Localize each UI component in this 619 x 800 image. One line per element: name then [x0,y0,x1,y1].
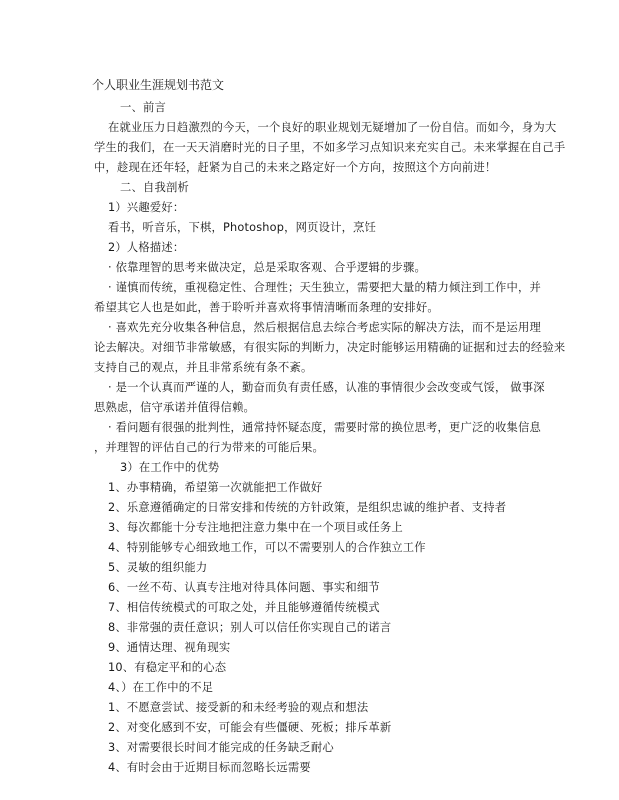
disadvantage-item: 1、不愿意尝试、接受新的和未经考验的观点和想法 [108,701,369,714]
advantage-item: 7、相信传统模式的可取之处，并且能够遵循传统模式 [108,601,380,614]
personality-bullet: · 看问题有很强的批判性，通常持怀疑态度，需要时常的换位思考，更广泛的收集信息 [108,421,541,434]
personality-bullet: · 谨慎而传统，重视稳定性、合理性；天生独立，需要把大量的精力倾注到工作中，并 [108,281,541,294]
section-heading-preface: 一、前言 [120,101,166,114]
disadvantage-item: 4、有时会由于近期目标而忽略长远需要 [108,761,311,774]
personality-bullet-cont: ，并理智的评估自己的行为带来的可能后果。 [94,441,324,454]
personality-bullet: · 依靠理智的思考来做决定，总是采取客观、合乎逻辑的步骤。 [108,261,427,274]
advantage-item: 10、有稳定平和的心态 [108,661,227,674]
personality-bullet-cont: 论去解决。对细节非常敏感，有很实际的判断力，决定时能够运用精确的证据和过去的经验来 [94,341,566,354]
advantage-item: 2、乐意遵循确定的日常安排和传统的方针政策，是组织忠诚的维护者、支持者 [108,501,507,514]
document-body [94,98,566,778]
disadvantage-item: 2、对变化感到不安，可能会有些僵硬、死板；排斥革新 [108,721,392,734]
paragraph-line: 学生的我们，在一天天消磨时光的日子里，不如多学习点知识来充实自己。未来掌握在自己手 [94,141,566,154]
advantage-item: 4、特别能够专心细致地工作，可以不需要别人的合作独立工作 [108,541,426,554]
advantage-item: 3、每次都能十分专注地把注意力集中在一个项目或任务上 [108,521,403,534]
personality-bullet-cont: 支持自己的观点，并且非常系统有条不紊。 [94,361,313,374]
advantage-item: 6、一丝不苟、认真专注地对待具体问题、事实和细节 [108,581,380,594]
personality-bullet: · 喜欢先充分收集各种信息，然后根据信息去综合考虑实际的解决方法，而不是运用理 [108,321,541,334]
subheading-disadvantages: 4、）在工作中的不足 [108,681,214,694]
advantage-item: 1、办事精确，希望第一次就能把工作做好 [108,481,323,494]
hobbies-text: 看书，听音乐，下棋，Photoshop，网页设计，烹饪 [108,221,377,234]
disadvantage-item: 3、对需要很长时间才能完成的任务缺乏耐心 [108,741,334,754]
paragraph-line: 中，趁现在还年轻，赶紧为自己的未来之路定好一个方向，按照这个方向前进！ [94,161,497,174]
document-title: 个人职业生涯规划书范文 [92,78,225,92]
paragraph-line: 在就业压力日趋激烈的今天，一个良好的职业规划无疑增加了一份自信。而如今，身为大 [108,121,557,134]
advantage-item: 8、非常强的责任意识；别人可以信任你实现自己的诺言 [108,621,392,634]
personality-bullet-cont: 希望其它人也是如此，善于聆听并喜欢将事情清晰而条理的安排好。 [94,301,439,314]
personality-bullet: · 是一个认真而严谨的人，勤奋而负有责任感，认准的事情很少会改变或气馁， 做事深 [108,381,545,394]
advantage-item: 9、通情达理、视角现实 [108,641,231,654]
subheading-personality: 2）人格描述： [108,241,185,254]
section-heading-self-analysis: 二、自我剖析 [120,181,189,194]
subheading-hobbies: 1）兴趣爱好： [108,201,185,214]
personality-bullet-cont: 思熟虑，信守承诺并值得信赖。 [94,401,255,414]
advantage-item: 5、灵敏的组织能力 [108,561,208,574]
subheading-advantages: 3）在工作中的优势 [120,461,220,474]
